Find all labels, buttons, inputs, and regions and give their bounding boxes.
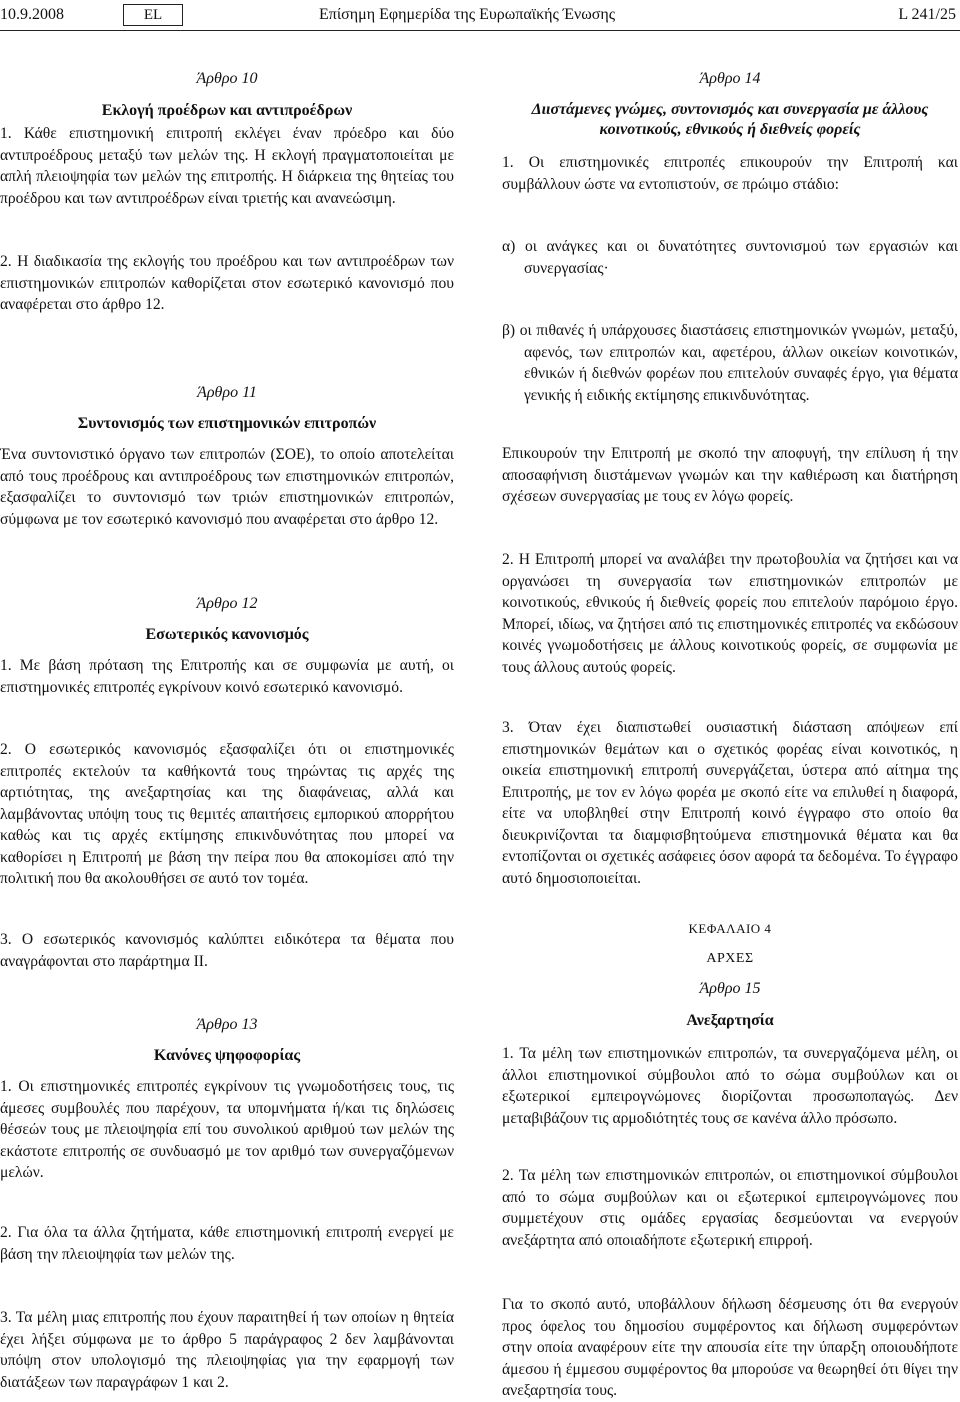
article-14-paragraph-1b: Επικουρούν την Επιτροπή με σκοπό την αποφυγή, την επίλυση ή την αποσαφήνιση διιστάμενων γνωμών και την καθιέρωση και διατήρηση σχέσεων συνεργασίας με τους εν λόγω φορείς. <box>502 445 958 505</box>
article-13-heading: Κανόνες ψηφοφορίας <box>153 1047 301 1064</box>
article-14-heading: Διιστάμενες γνώμες, συντονισμός και συνεργασία με άλλους κοινοτικούς, εθνικούς ή διεθνείς φορείς <box>531 101 929 138</box>
article-15-paragraph-3: Για το σκοπό αυτό, υποβάλλουν δήλωση δέσμευσης ότι θα ενεργούν προς όφελος του δημοσίου συμφέροντος και δήλωση συμφερόντων στην οποία αναφέρουν είτε την απουσία είτε την ύπαρξη οποιουδήποτε άμεσου ή έμμεσου συμφέροντος θα μπορούσε να θεωρηθεί ότι θίγει την ανεξαρτησία τους. <box>502 1296 958 1399</box>
article-15-paragraph-2: 2. Τα μέλη των επιστημονικών επιτροπών, οι επιστημονικοί σύμβουλοι από το σώμα συμβούλων και οι εξωτερικοί εμπειρογνώμονες που συμμετέχουν στις ομάδες εργασίας δεσμεύονται να ενεργούν ανεξάρτητα από οποιαδήποτε εξωτερική επιρροή. <box>502 1167 958 1249</box>
article-14-paragraph-1: 1. Οι επιστημονικές επιτροπές επικουρούν την Επιτροπή και συμβάλλουν ώστε να εντοπιστούν, σε πρώιμο στάδιο: <box>502 154 958 193</box>
article-14-paragraph-2: 2. Η Επιτροπή μπορεί να αναλάβει την πρωτοβουλία να ζητήσει και να οργανώσει τη συνεργασία των επιστημονικών επιτροπών με κοινοτικούς, εθνικούς ή διεθνείς φορείς που επιτελούν παρόμοιο έργο. Μπορεί, ιδίως, να ζητήσει από τις επιστημονικές επιτροπές να εκδώσουν κοινές γνωμοδοτήσεις με άλλους κοινοτικούς φορείς, σε συμφωνία με τους άλλους αυτούς φορείς. <box>502 551 958 676</box>
page-number: L 241/25 <box>898 6 956 23</box>
page-header <box>0 0 960 30</box>
article-15-heading: Ανεξαρτησία <box>686 1012 774 1029</box>
article-10-paragraph-1: 1. Κάθε επιστημονική επιτροπή εκλέγει έναν πρόεδρο και δύο αντιπροέδρους μεταξύ των μελών της. Η εκλογή πραγματοποιείται με απλή πλειοψηφία των μελών της επιτροπής. Η διάρκεια της θητείας του προέδρου και των αντιπροέδρων είναι τριετής και ανανεώσιμη. <box>0 125 454 207</box>
language-badge: EL <box>123 4 183 26</box>
article-12-paragraph-1: 1. Με βάση πρόταση της Επιτροπής και σε συμφωνία με αυτή, οι επιστημονικές επιτροπές εγκρίνουν κοινό εσωτερικό κανονισμό. <box>0 657 454 696</box>
article-15-title: Άρθρο 15 <box>699 980 761 997</box>
article-12-paragraph-3: 3. Ο εσωτερικός κανονισμός καλύπτει ειδικότερα τα θέματα που αναγράφονται στο παράρτημα ΙΙ. <box>0 931 454 970</box>
article-14-item-a: α) οι ανάγκες και οι δυνατότητες συντονισμού των εργασιών και συνεργασίας· <box>502 238 958 277</box>
article-14-paragraph-3: 3. Όταν έχει διαπιστωθεί ουσιαστική διάσταση απόψεων επί επιστημονικών θεμάτων και ο σχετικός φορέας είναι κοινοτικός, η οικεία επιστημονική επιτροπή συνεργάζεται, ύστερα από αίτημα της Επιτροπής, με τον εν λόγω φορέα με σκοπό είτε να επιλυθεί η διαφορά, είτε να υποβληθεί στην Επιτροπή κοινό έγγραφο στο οποίο θα διευκρινίζονται τα διαμφισβητούμενα επιστημονικά θέματα και θα εντοπίζονται οι σχετικές ασάφειες όσον αφορά τα δεδομένα. Το έγγραφο αυτό δημοσιοποιείται. <box>502 719 958 887</box>
article-15-paragraph-1: 1. Τα μέλη των επιστημονικών επιτροπών, τα συνεργαζόμενα μέλη, οι άλλοι επιστημονικοί σύμβουλοι από το σώμα συμβούλων και οι εξωτερικοί εμπειρογνώμονες διορίζονται προσωποπαγώς. Δεν μεταβιβάζουν τις αρμοδιότητές τους σε κανένα άλλο πρόσωπο. <box>502 1045 958 1127</box>
article-12-heading: Εσωτερικός κανονισμός <box>145 626 309 643</box>
article-14-item-b: β) οι πιθανές ή υπάρχουσες διαστάσεις επιστημονικών γνωμών, μεταξύ, αφενός, των επιτροπών και, αφετέρου, άλλων οικείων κοινοτικών, εθνικών ή διεθνών φορέων που επιτελούν συναφές έργο, για θέματα γενικής ή ειδικής εκτίμησης επικινδυνότητας. <box>502 322 958 404</box>
article-10-title: Άρθρο 10 <box>196 70 258 87</box>
journal-title: Επίσημη Εφημερίδα της Ευρωπαϊκής Ένωσης <box>319 6 616 23</box>
article-14-title: Άρθρο 14 <box>699 70 761 87</box>
article-13-paragraph-2: 2. Για όλα τα άλλα ζητήματα, κάθε επιστημονική επιτροπή ενεργεί με βάση την πλειοψηφία των μελών της. <box>0 1224 454 1263</box>
header-date: 10.9.2008 <box>0 6 64 23</box>
article-10-heading: Εκλογή προέδρων και αντιπροέδρων <box>101 102 353 119</box>
chapter-label: ΚΕΦΑΛΑΙΟ 4 <box>688 921 772 936</box>
article-11-heading: Συντονισμός των επιστημονικών επιτροπών <box>77 415 377 432</box>
article-13-paragraph-1: 1. Οι επιστημονικές επιτροπές εγκρίνουν τις γνωμοδοτήσεις τους, τις άμεσες συμβουλές που παρέχουν, τα υπομνήματα ή/και τις δηλώσεις θέσεών τους με πλειοψηφία επί του συνολικού αριθμού των μελών της εκάστοτε επιτροπής σε συνδυασμό με τον αριθμό των συνεργαζόμενων μελών. <box>0 1078 454 1181</box>
article-11-title: Άρθρο 11 <box>197 384 257 401</box>
article-12-paragraph-2: 2. Ο εσωτερικός κανονισμός εξασφαλίζει ότι οι επιστημονικές επιτροπές εκτελούν τα καθήκοντά τους τηρώντας τις αρχές της αρτιότητας, της ανεξαρτησίας και της διαφάνειας, αλλά και λαμβάνοντας υπόψη τους τις θεμιτές απαιτήσεις εμπορικού απορρήτου καθώς και τις αρχές εκτίμησης επικινδυνότητας που μπορεί να καθορίσει η Επιτροπή με βάση την πείρα που θα αποκομίσει από την πολιτική που θα ακολουθήσει σε αυτό τον τομέα. <box>0 741 454 887</box>
article-13-title: Άρθρο 13 <box>196 1016 258 1033</box>
chapter-title: ΑΡΧΕΣ <box>706 951 754 966</box>
header-divider <box>0 30 960 31</box>
article-12-title: Άρθρο 12 <box>196 595 258 612</box>
article-13-paragraph-3: 3. Τα μέλη μιας επιτροπής που έχουν παραιτηθεί ή των οποίων η θητεία έχει λήξει σύμφωνα με το άρθρο 5 παράγραφος 2 δεν λαμβάνονται υπόψη στον υπολογισμό της πλειοψηφίας για την εφαρμογή των διατάξεων των παραγράφων 1 και 2. <box>0 1309 454 1391</box>
article-11-paragraph-1: Ένα συντονιστικό όργανο των επιτροπών (ΣΟΕ), το οποίο αποτελείται από τους προέδρους και αντιπροέδρους των επιστημονικών επιτροπών, εξασφαλίζει το συντονισμό των τριών επιστημονικών επιτροπών, σύμφωνα με τον εσωτερικό κανονισμό που αναφέρεται στο άρθρο 12. <box>0 446 454 528</box>
article-10-paragraph-2: 2. Η διαδικασία της εκλογής του προέδρου και των αντιπροέδρων των επιστημονικών επιτροπών καθορίζεται στον εσωτερικό κανονισμό που αναφέρεται στο άρθρο 12. <box>0 253 454 313</box>
